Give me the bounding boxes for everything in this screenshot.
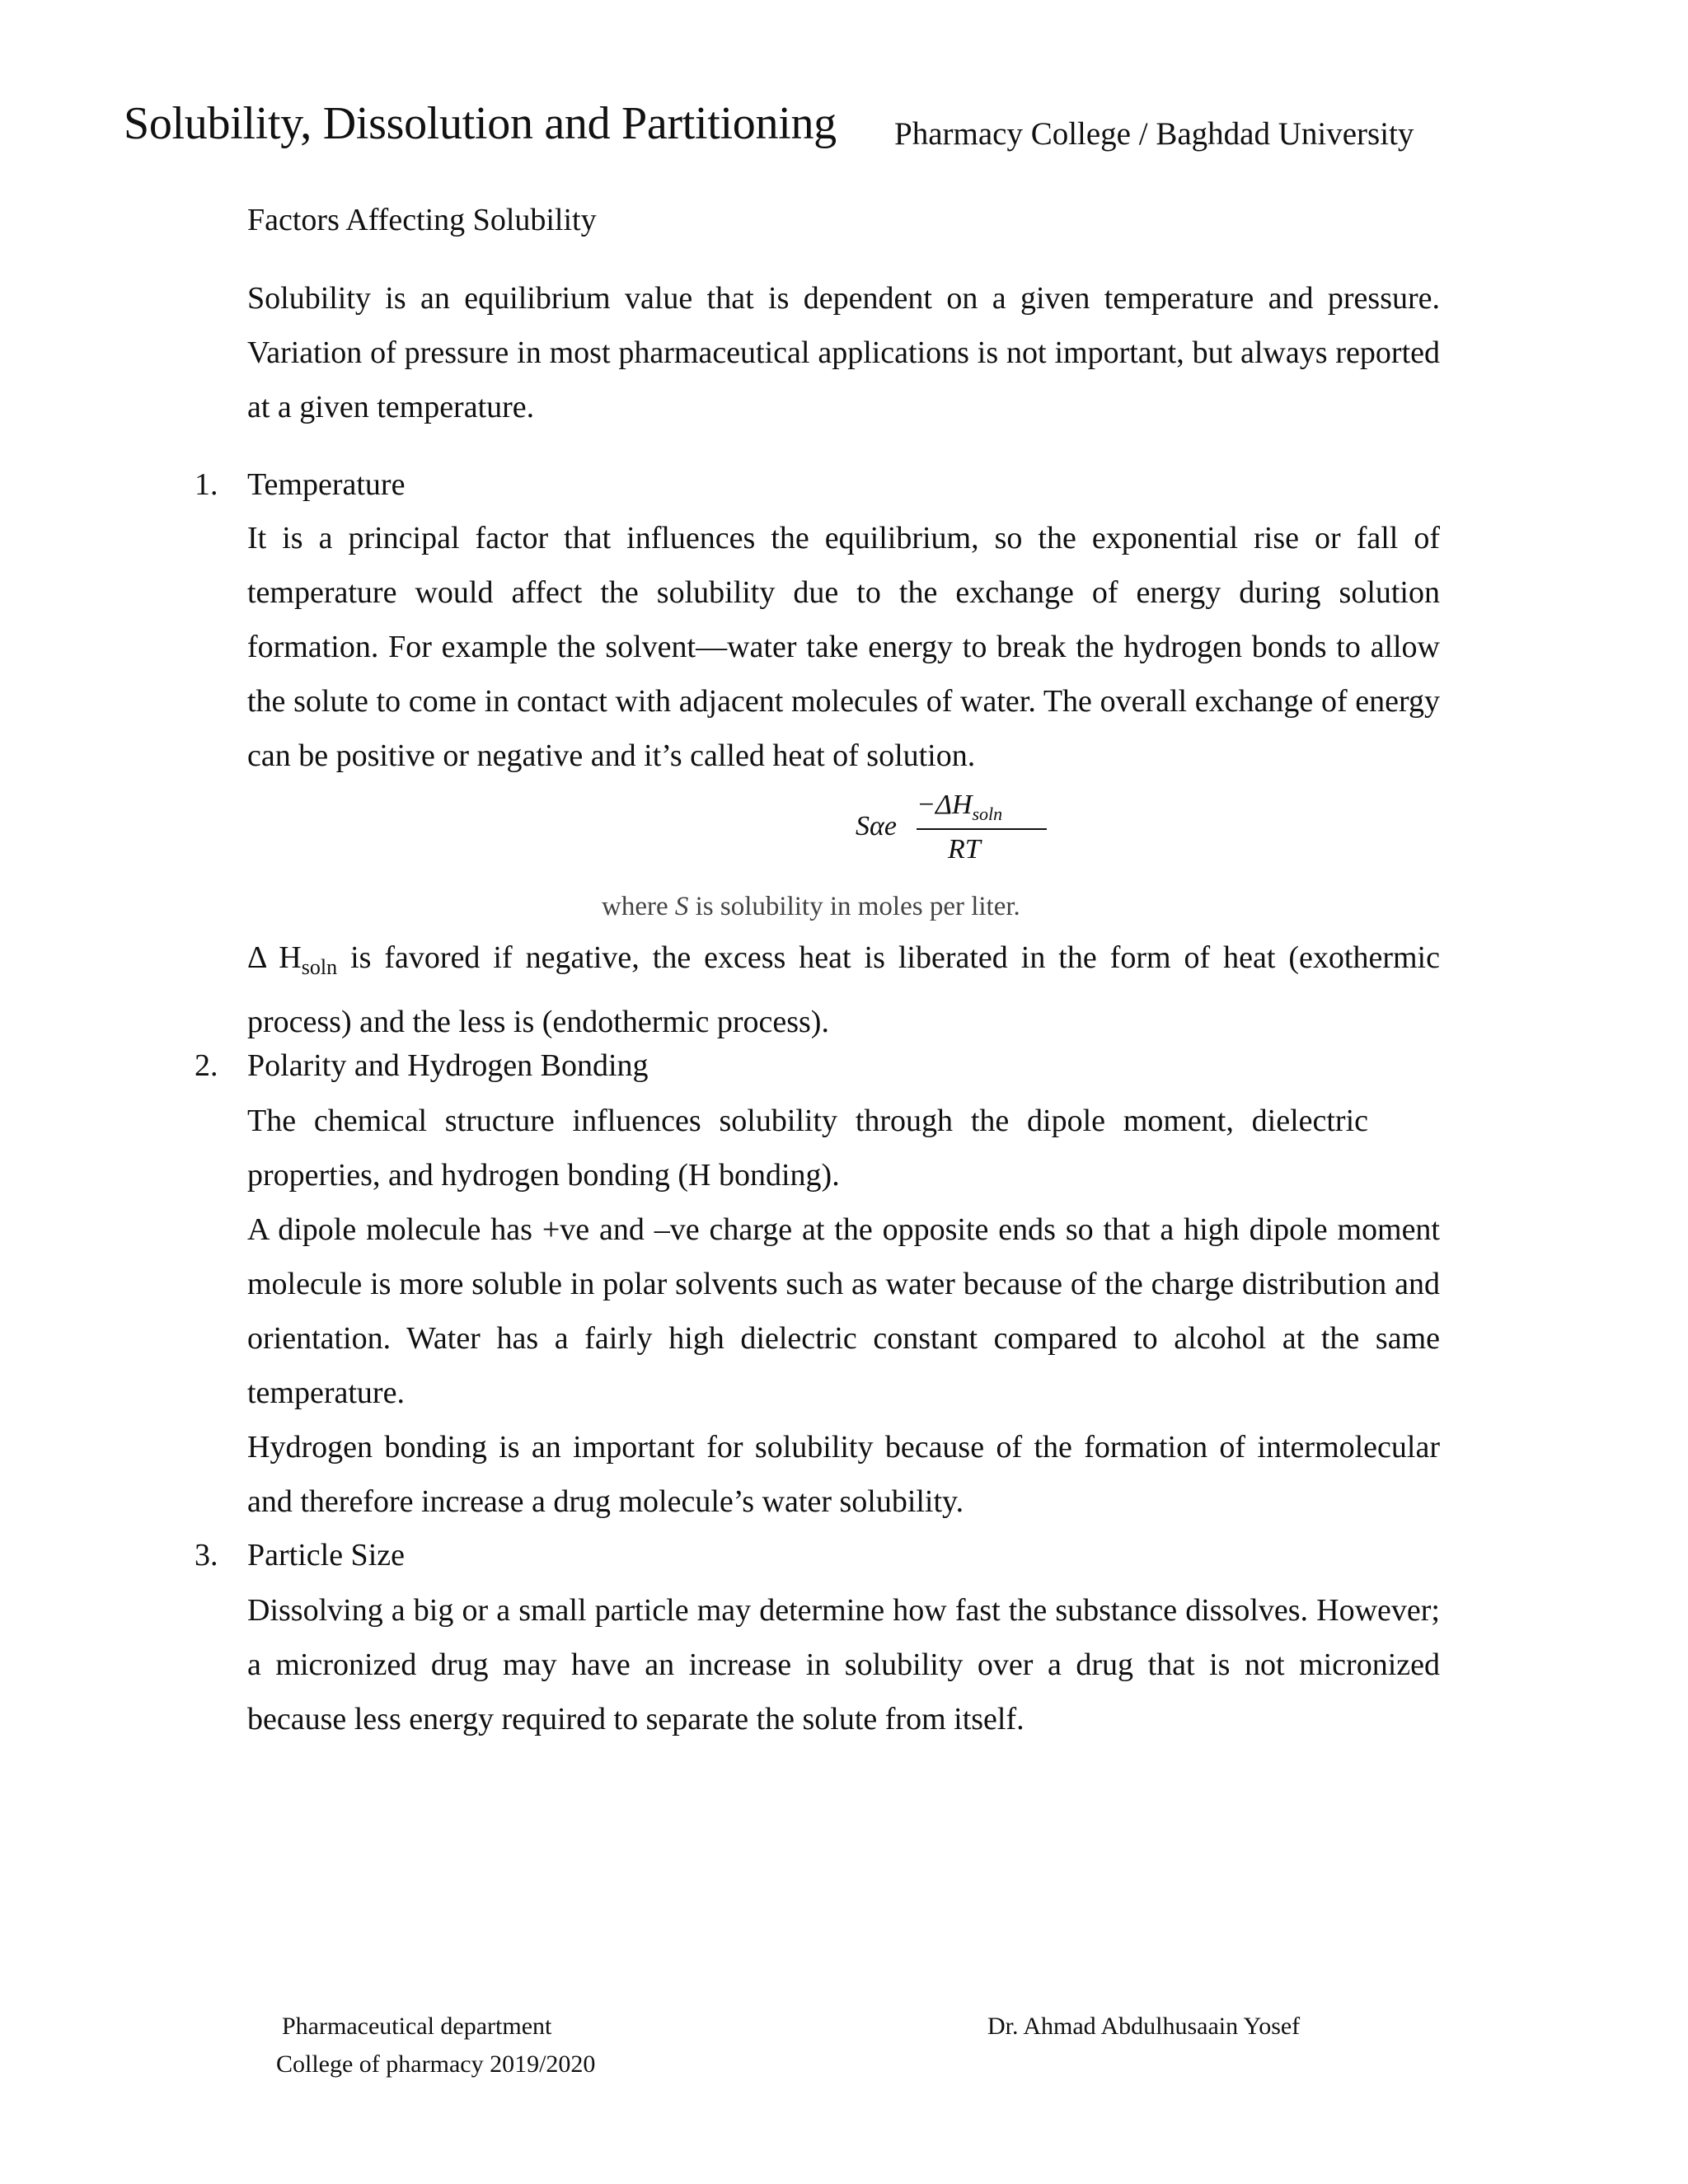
- enthalpy-sub: soln: [301, 955, 338, 979]
- footer-author: Dr. Ahmad Abdulhusaain Yosef: [987, 2013, 1301, 2040]
- item-heading-temperature: Temperature: [247, 467, 406, 502]
- caption-symbol: S: [674, 892, 689, 921]
- formula-caption: [602, 892, 1020, 922]
- particle-size-paragraph: Dissolving a big or a small particle may determine how fast the substance dissolves. However; a micronized drug may have an increase in solubility over a drug that is not micronized because less energy required to separate the solute from itself.: [247, 1593, 1440, 1736]
- polarity-paragraph-2: A dipole molecule has +ve and –ve charge at the opposite ends so that a high dipole moment molecule is more soluble in polar solvents such as water because of the charge distribution and orientation. Water has a fairly high dielectric constant compared to alcohol at the same temperature.: [247, 1212, 1440, 1410]
- caption-after: is solubility in moles per liter.: [688, 892, 1020, 921]
- item-heading-particle-size: Particle Size: [247, 1538, 405, 1572]
- institution-header: Pharmacy College / Baghdad University: [894, 116, 1414, 152]
- formula-denominator: RT: [948, 834, 981, 865]
- formula-lhs: Sαe: [856, 811, 897, 841]
- item-heading-polarity: Polarity and Hydrogen Bonding: [247, 1048, 649, 1083]
- solubility-formula: [856, 790, 1045, 864]
- intro-paragraph: Solubility is an equilibrium value that is dependent on a given temperature and pressure. Variation of pressure in most pharmaceutical applications is not important, but always reported at a given temperature.: [247, 281, 1440, 424]
- temperature-paragraph: It is a principal factor that influences the equilibrium, so the exponential rise or fall of temperature would affect the solubility due to the exchange of energy during solution formation. For example the solvent—water take energy to break the hydrogen bonds to allow the solute to come in contact with adjacent molecules of water. The overall exchange of energy can be positive or negative and it’s called heat of solution.: [247, 521, 1440, 773]
- fraction-bar: [917, 828, 1047, 830]
- formula-numerator: [917, 790, 1002, 825]
- item-number: 3.: [195, 1538, 218, 1572]
- polarity-paragraph-3: Hydrogen bonding is an important for solubility because of the formation of intermolecular and therefore increase a drug molecule’s water solubility.: [247, 1430, 1440, 1519]
- footer-college: College of pharmacy 2019/2020: [276, 2050, 596, 2078]
- footer-department: Pharmaceutical department: [282, 2013, 552, 2040]
- enthalpy-symbol: Δ H: [247, 940, 302, 975]
- document-title: Solubility, Dissolution and Partitioning: [124, 98, 837, 149]
- caption-before: where: [602, 892, 675, 921]
- formula-numerator-text: −ΔH: [917, 790, 973, 820]
- item-number: 1.: [195, 467, 218, 502]
- item-number: 2.: [195, 1048, 218, 1083]
- section-title: Factors Affecting Solubility: [247, 203, 597, 237]
- polarity-paragraph-1: The chemical structure influences solubility through the dipole moment, dielectric properties, and hydrogen bonding (H bonding).: [247, 1104, 1368, 1193]
- enthalpy-text: is favored if negative, the excess heat is liberated in the form of heat (exothermic process) and the less is (endothermic process).: [247, 940, 1440, 1039]
- formula-numerator-sub: soln: [972, 803, 1003, 824]
- enthalpy-paragraph: [247, 930, 1440, 1049]
